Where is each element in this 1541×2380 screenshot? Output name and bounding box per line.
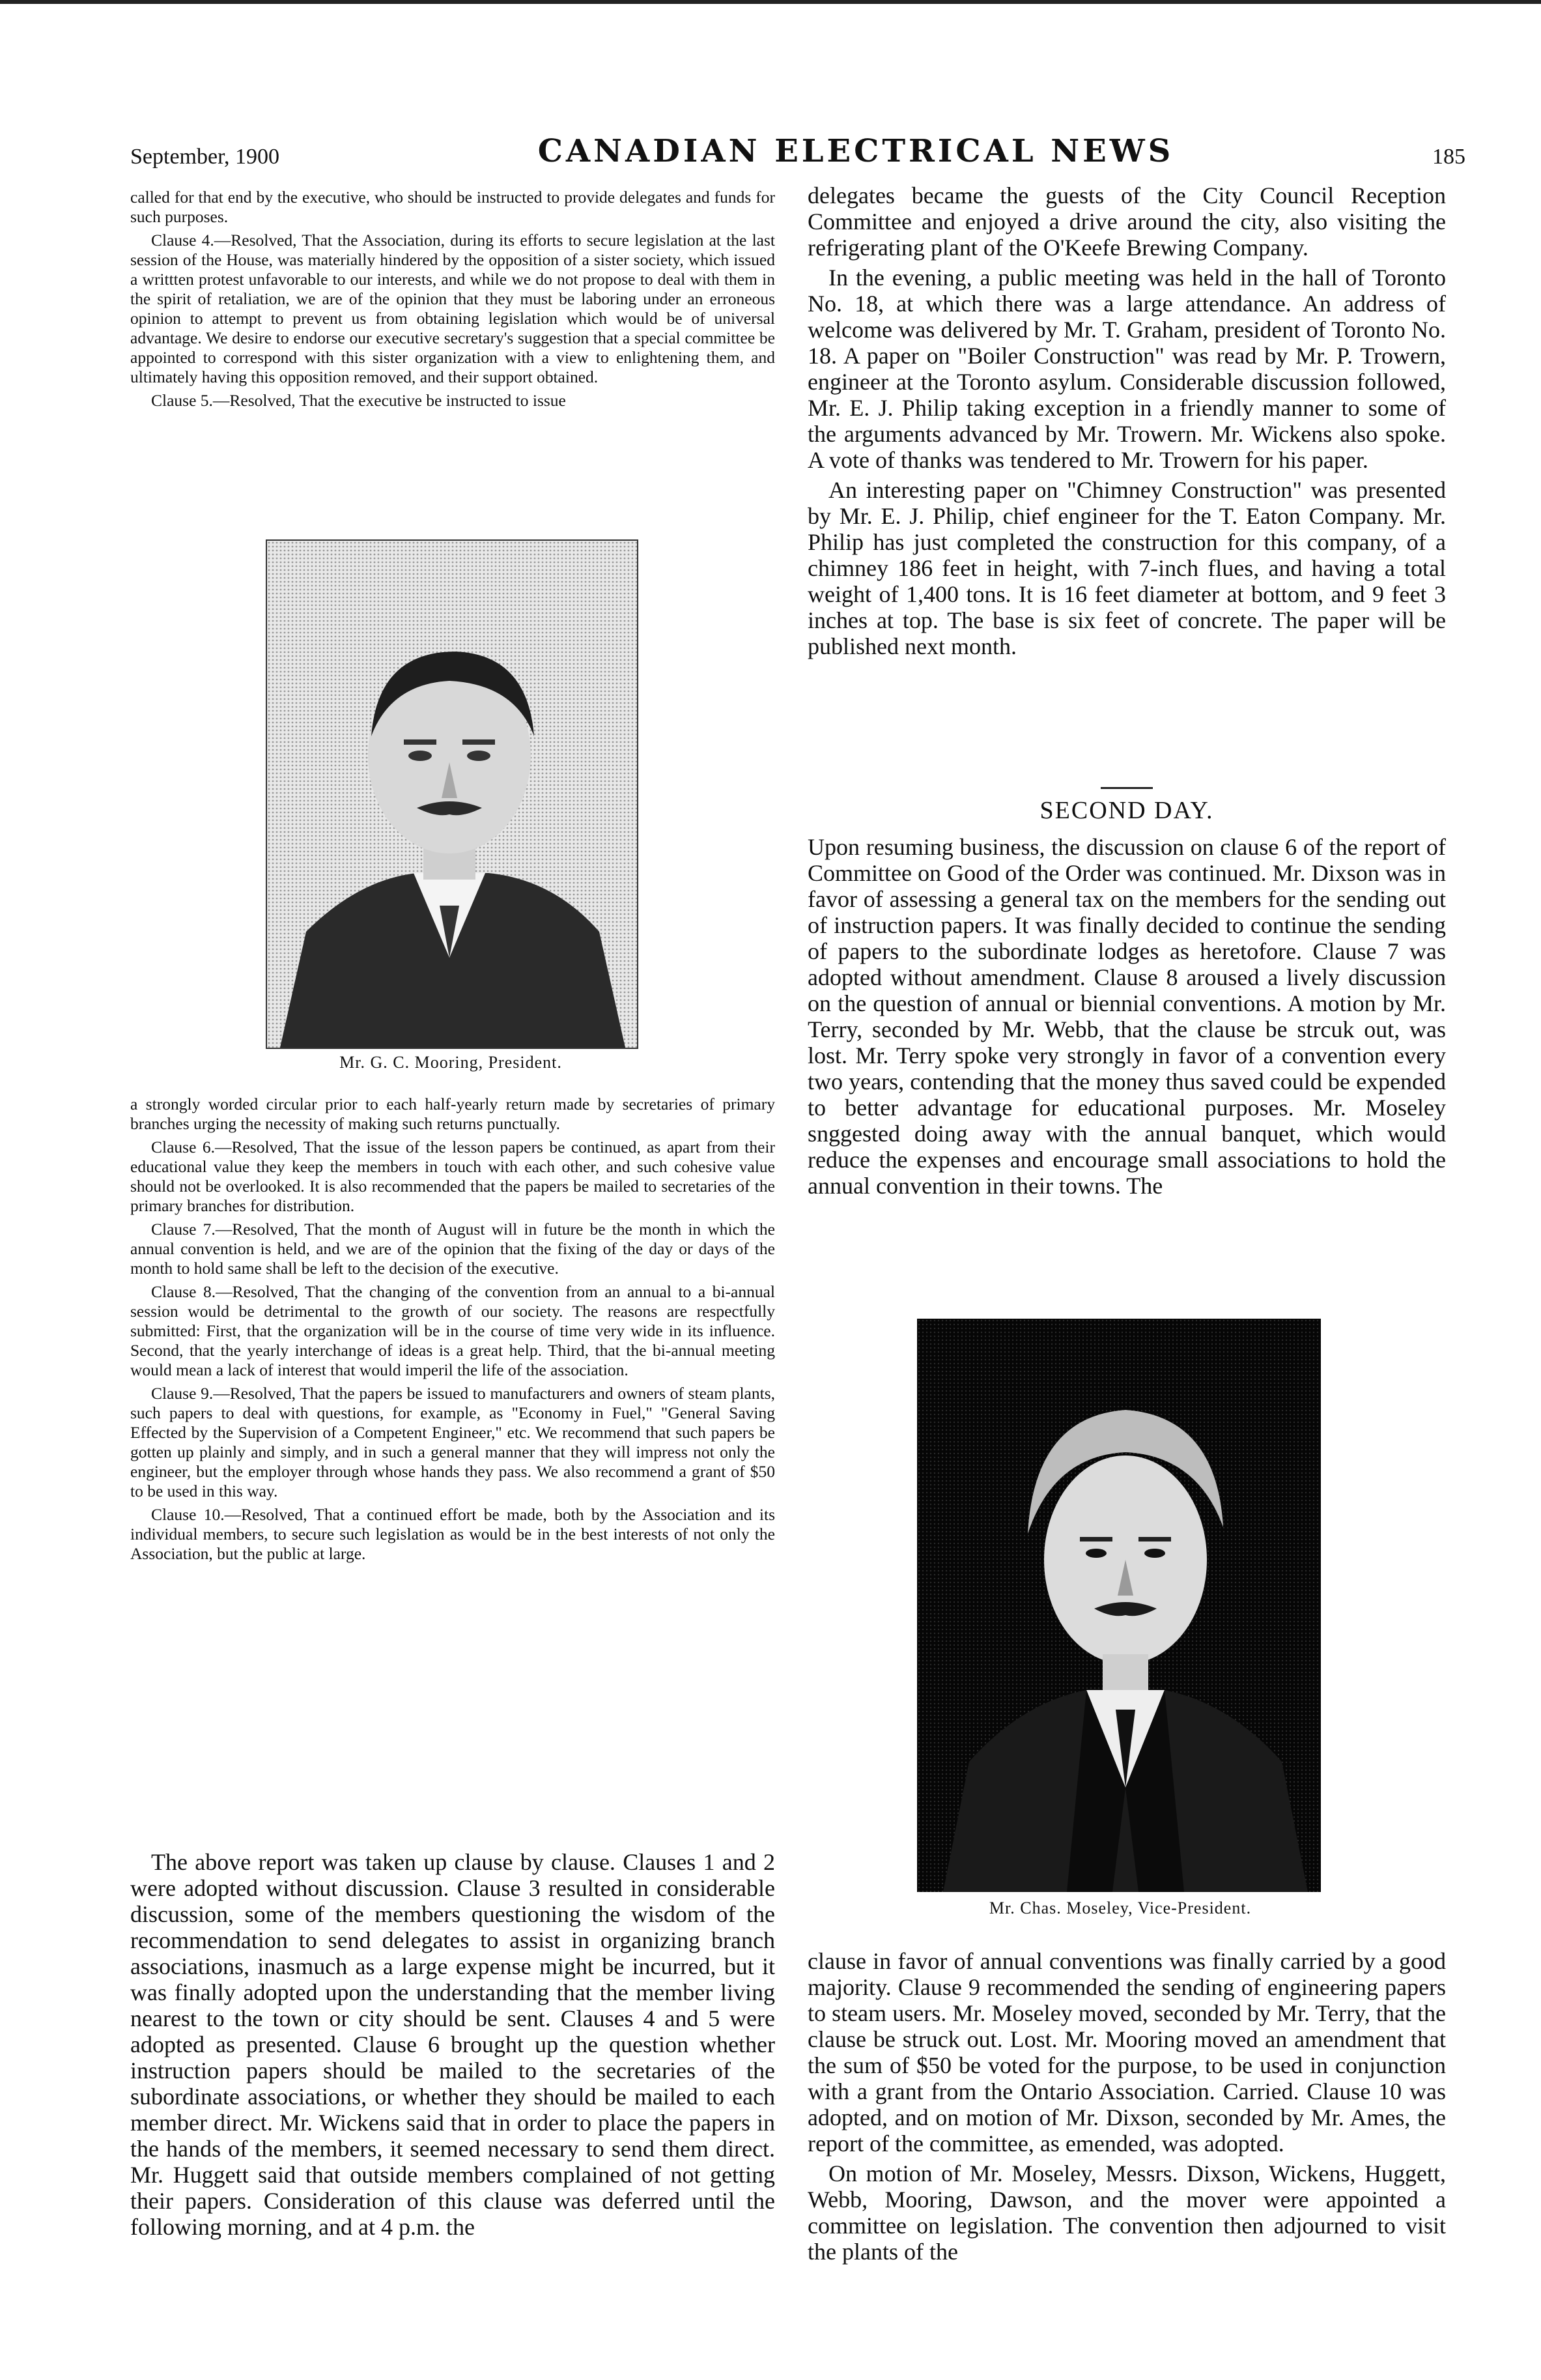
top-edge-rule bbox=[0, 0, 1541, 4]
photo-caption-mooring: Mr. G. C. Mooring, President. bbox=[339, 1053, 562, 1072]
paragraph: Clause 9.—Resolved, That the papers be issued to manufacturers and owners of steam plants, such papers to deal with questions, for example, as "Economy in Fuel," "General Saving Effected by the Supervision of a Competent Engineer," etc. We recommend that such papers be gotten up plainly and simply, and in such a general manner that they will impress not only the engineer, but the employer through whose hands they pass. We also recommend a grant of $50 to be used in this way. bbox=[130, 1384, 775, 1500]
paragraph: called for that end by the executive, who should be instructed to provide delegates and funds for such purposes. bbox=[130, 188, 775, 226]
paragraph: Upon resuming business, the discussion on clause 6 of the report of Committee on Good of the Order was continued. Mr. Dixson was in favor of assessing a general tax on the members for the sending out of instruction papers. It was finally decided to continue the sending of papers to the subordinate lodges as heretofore. Clause 7 was adopted without amendment. Clause 8 aroused a lively discussion on the question of annual or biennial conventions. A motion by Mr. Terry, seconded by Mr. Webb, that the clause be strcuk out, was lost. Mr. Terry spoke very strongly in favor of a convention every two years, contending that the money thus saved could be expended to better advantage for educational purposes. Mr. Moseley snggested doing away with the annual banquet, which would reduce the expenses and encourage small associations to hold the annual convention in their towns. The bbox=[808, 834, 1446, 1199]
page-header bbox=[130, 124, 1465, 169]
section-heading-second-day: SECOND DAY. bbox=[1039, 797, 1214, 824]
right-column-middle bbox=[808, 834, 1446, 1203]
paragraph: delegates became the guests of the City Council Reception Committee and enjoyed a drive around the city, also visiting the refrigerating plant of the O'Keefe Brewing Company. bbox=[808, 182, 1446, 261]
paragraph: a strongly worded circular prior to each half-yearly return made by secretaries of primary branches urging the necessity of making such returns punctually. bbox=[130, 1095, 775, 1133]
paragraph: On motion of Mr. Moseley, Messrs. Dixson, Wickens, Huggett, Webb, Mooring, Dawson, and the mover were appointed a committee on legislation. The convention then adjourned to visit the plants of the bbox=[808, 2160, 1446, 2265]
portrait-illustration bbox=[917, 1319, 1321, 1892]
paragraph: clause in favor of annual conventions was finally carried by a good majority. Clause 9 recommended the sending of engineering papers to steam users. Mr. Moseley moved, seconded by Mr. Terry, that the clause be struck out. Lost. Mr. Mooring moved an amendment that the sum of $50 be voted for the purpose, to be used in conjunction with a grant from the Ontario Association. Carried. Clause 10 was adopted, and on motion of Mr. Dixson, seconded by Mr. Ames, the report of the committee, as emended, was adopted. bbox=[808, 1948, 1446, 2157]
left-column-middle bbox=[130, 1095, 775, 1568]
paragraph: The above report was taken up clause by clause. Clauses 1 and 2 were adopted without discussion. Clause 3 resulted in considerable discussion, some of the members questioning the wisdom of the recommendation to send delegates to assist in organizing branch associations, inasmuch as a large expense might be incurred, but it was finally adopted upon the understanding that the member living nearest to the town or city should be sent. Clauses 4 and 5 were adopted as presented. Clause 6 brought up the question whether instruction papers should be mailed to the secretaries of the subordinate associations, or whether they should be mailed to each member direct. Mr. Wickens said that in order to place the papers in the hands of the members, it seemed necessary to send them direct. Mr. Huggett said that outside members complained of not getting their papers. Consideration of this clause was deferred until the following morning, and at 4 p.m. the bbox=[130, 1849, 775, 2240]
photo-caption-moseley: Mr. Chas. Moseley, Vice-President. bbox=[989, 1899, 1252, 1917]
left-column-bottom bbox=[130, 1849, 775, 2244]
paragraph: Clause 8.—Resolved, That the changing of the convention from an annual to a bi-annual session would be detrimental to the growth of our society. The reasons are respectfully submitted: First, that the organization will be in the course of time very wide in its influence. Second, that the yearly interchange of ideas is a great help. Third, that the bi-annual meeting would mean a lack of interest that would imperil the life of the association. bbox=[130, 1282, 775, 1379]
publication-title: CANADIAN ELECTRICAL NEWS bbox=[537, 133, 1174, 169]
section-divider bbox=[1101, 787, 1153, 789]
issue-date: September, 1900 bbox=[130, 145, 280, 169]
paragraph: Clause 4.—Resolved, That the Association, during its efforts to secure legislation at the last session of the House, was materially hindered by the opposition of a sister society, which issued a writtten protest unfavorable to our interests, and while we do not propose to deal with them in the spirit of retaliation, we are of the opinion that they must be laboring under an erroneous opinion to attempt to prevent us from obtaining legislation which would be of universal advantage. We desire to endorse our executive secretary's suggestion that a special committee be appointed to correspond with this sister organization with a view to enlightening them, and ultimately having this opposition removed, and their support obtained. bbox=[130, 231, 775, 386]
right-column-top bbox=[808, 182, 1446, 663]
portrait-illustration bbox=[267, 541, 637, 1048]
page-number: 185 bbox=[1432, 145, 1465, 169]
paragraph: An interesting paper on "Chimney Construction" was presented by Mr. E. J. Philip, chief engineer for the T. Eaton Company. Mr. Philip has just completed the construction for this company, of a chimney 186 feet in height, with 7-inch flues, and having a total weight of 1,400 tons. It is 16 feet diameter at bottom, and 9 feet 3 inches at top. The base is six feet of concrete. The paper will be published next month. bbox=[808, 477, 1446, 659]
portrait-photo-moseley bbox=[917, 1319, 1321, 1892]
paragraph: In the evening, a public meeting was held in the hall of Toronto No. 18, at which there was a large attendance. An address of welcome was delivered by Mr. T. Graham, president of Toronto No. 18. A paper on "Boiler Construction" was read by Mr. P. Trowern, engineer at the Toronto asylum. Considerable discussion followed, Mr. E. J. Philip taking exception in a friendly manner to some of the arguments advanced by Mr. Trowern. Mr. Wickens also spoke. A vote of thanks was tendered to Mr. Trowern for his paper. bbox=[808, 265, 1446, 473]
paragraph: Clause 7.—Resolved, That the month of August will in future be the month in which the annual convention is held, and we are of the opinion that the fixing of the day or days of the month to hold same shall be left to the decision of the executive. bbox=[130, 1220, 775, 1278]
paragraph: Clause 10.—Resolved, That a continued effort be made, both by the Association and its individual members, to secure such legislation as would be in the best interests of not only the Association, but the public at large. bbox=[130, 1505, 775, 1563]
portrait-photo-mooring bbox=[266, 539, 638, 1049]
paragraph: Clause 6.—Resolved, That the issue of the lesson papers be continued, as apart from their educational value they keep the members in touch with each other, and such cohesive value should not be overlooked. It is also recommended that the papers be mailed to secretaries of the primary branches for distribution. bbox=[130, 1138, 775, 1215]
right-column-bottom bbox=[808, 1948, 1446, 2269]
left-column-top bbox=[130, 188, 775, 414]
paragraph: Clause 5.—Resolved, That the executive be instructed to issue bbox=[151, 391, 566, 410]
